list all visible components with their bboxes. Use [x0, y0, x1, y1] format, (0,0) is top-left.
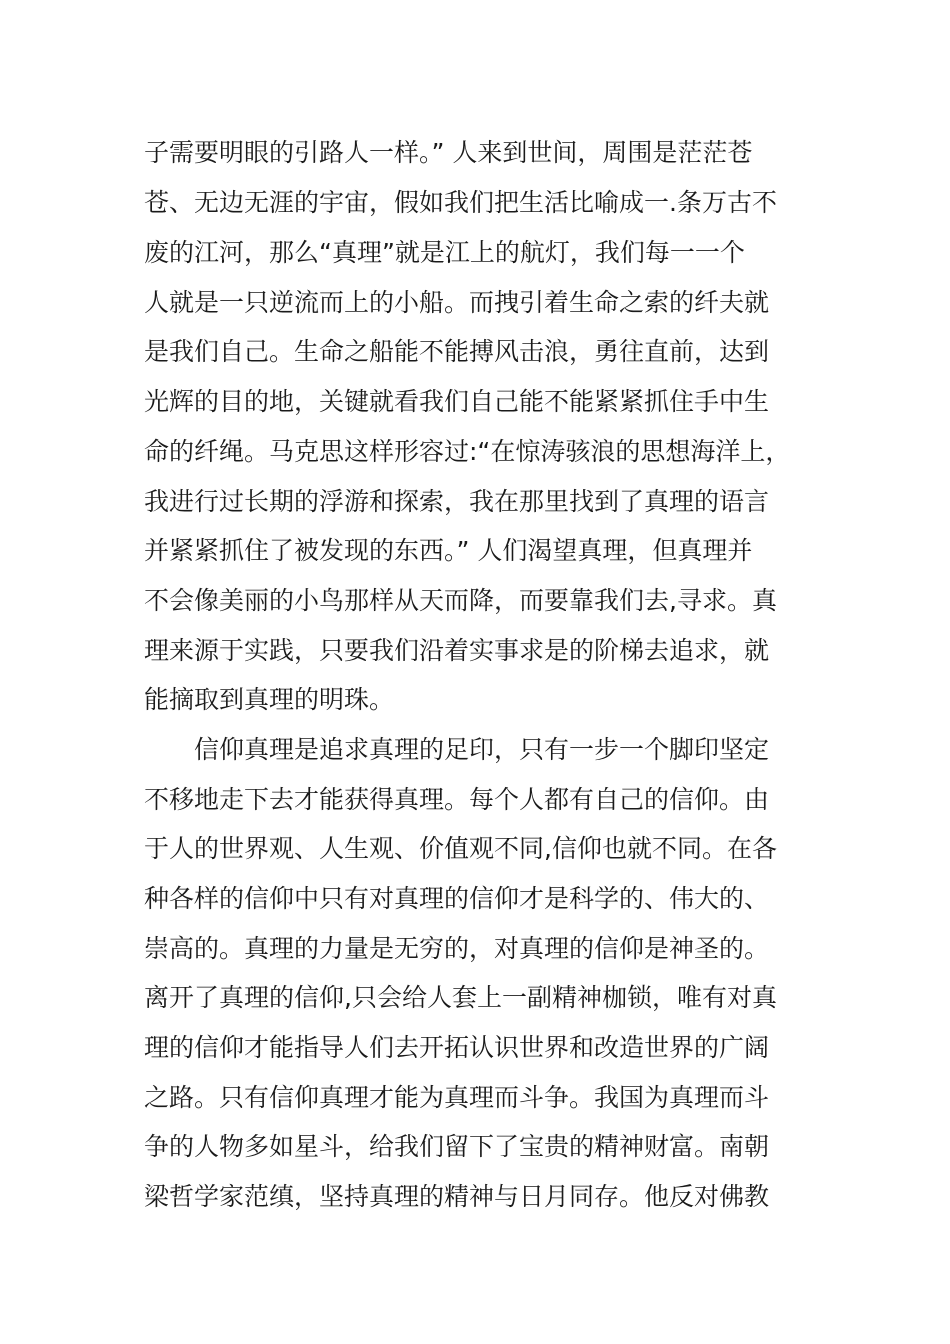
text-line: 苍、无边无涯的宇宙，假如我们把生活比喻成一.条万古不 [144, 188, 777, 217]
text-line: 种各样的信仰中只有对真理的信仰才是科学的、伟大的、 [144, 884, 770, 913]
text-line: 崇高的。真理的力量是无穷的，对真理的信仰是神圣的。 [144, 934, 770, 963]
text-line: 不会像美丽的小鸟那样从天而降，而要靠我们去,寻求。真 [144, 586, 777, 615]
text-line: 是我们自己。生命之船能不能搏风击浪，勇往直前，达到 [144, 337, 770, 366]
text-line: 废的江河，那么“真理”就是江上的航灯，我们每一一个 [144, 238, 745, 267]
text-line: 我进行过长期的浮游和探索，我在那里找到了真理的语言 [144, 487, 770, 516]
text-line: 光辉的目的地，关键就看我们自己能不能紧紧抓住手中生 [144, 387, 770, 416]
text-line: 梁哲学家范缜，坚持真理的精神与日月同存。他反对佛教 [144, 1182, 770, 1211]
text-line: 子需要明眼的引路人一样。” 人来到世间，周围是茫茫苍 [144, 138, 753, 167]
paragraph-first-line: 信仰真理是追求真理的足印，只有一步一个脚印坚定 [194, 735, 770, 764]
text-line: 争的人物多如星斗，给我们留下了宝贵的精神财富。南朝 [144, 1132, 770, 1161]
text-line: 命的纤绳。马克思这样形容过:“在惊涛骇浪的思想海洋上， [144, 437, 791, 466]
text-line: 理来源于实践，只要我们沿着实事求是的阶梯去追求，就 [144, 636, 770, 665]
text-line: 能摘取到真理的明珠。 [144, 685, 395, 714]
text-line: 之路。只有信仰真理才能为真理而斗争。我国为真理而斗 [144, 1083, 770, 1112]
text-line: 离开了真理的信仰,只会给人套上一副精神枷锁，唯有对真 [144, 983, 777, 1012]
text-line: 人就是一只逆流而上的小船。而拽引着生命之索的纤夫就 [144, 288, 770, 317]
text-line: 理的信仰才能指导人们去开拓认识世界和改造世界的广阔 [144, 1033, 770, 1062]
text-line: 并紧紧抓住了被发现的东西。” 人们渴望真理，但真理并 [144, 536, 753, 565]
text-line: 于人的世界观、人生观、价值观不同,信仰也就不同。在各 [144, 834, 777, 863]
text-line: 不移地走下去才能获得真理。每个人都有自己的信仰。由 [144, 785, 770, 814]
